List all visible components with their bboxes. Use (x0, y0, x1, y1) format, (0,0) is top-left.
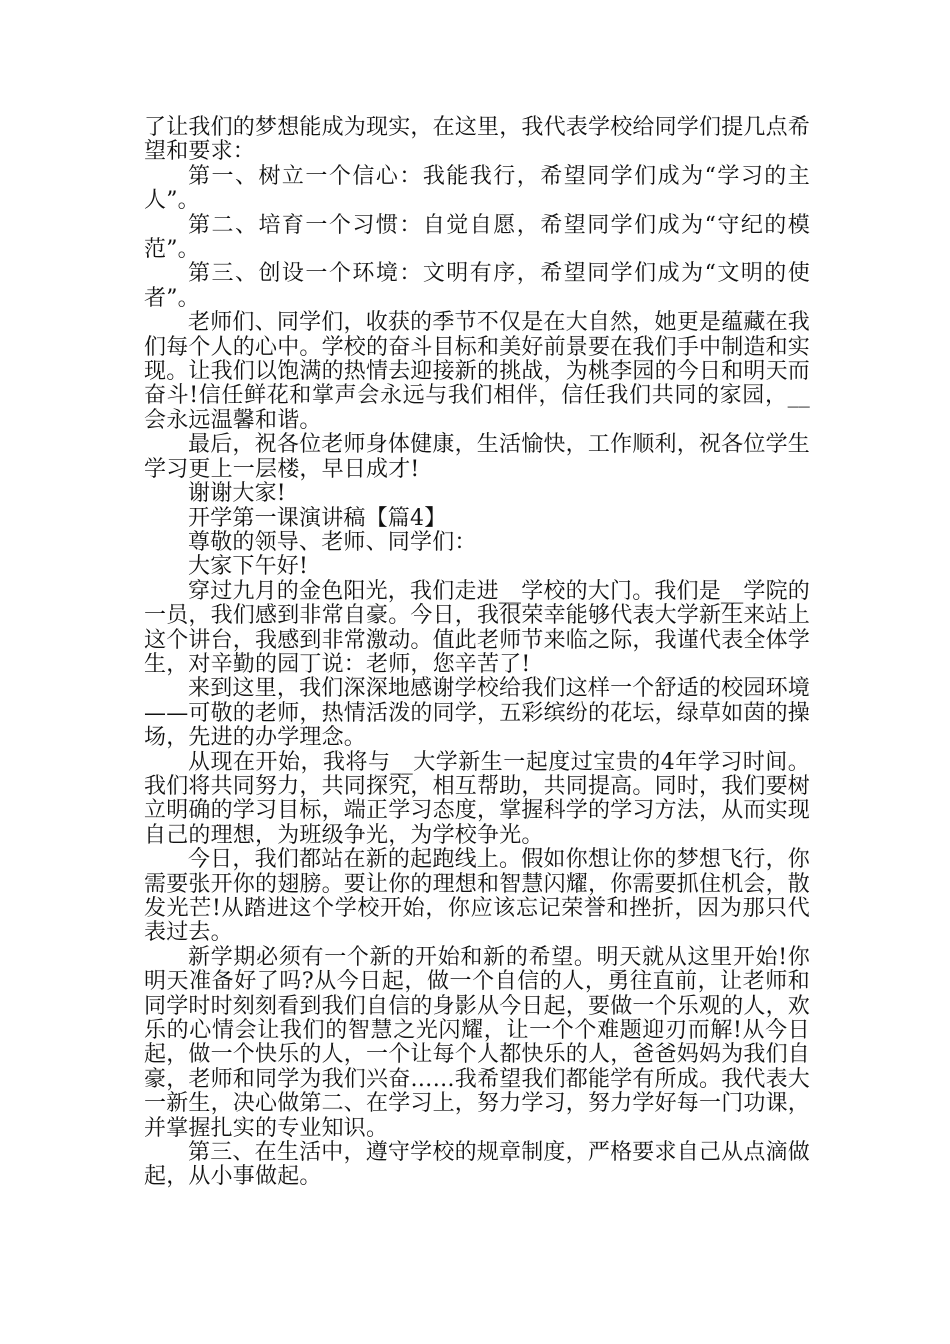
paragraph-four-years: 从现在开始，我将与__大学新生一起度过宝贵的4年学习时间。我们将共同努力，共同探究，相互帮助，共同提高。同时，我们要树立明确的学习目标，端正学习态度，掌握科学的学习方法，从而实现自己的理想，为班级争光，为学校争光。 (144, 749, 811, 848)
paragraph-greeting: 大家下午好! (188, 554, 309, 580)
paragraph-salutation: 尊敬的领导、老师、同学们： (188, 529, 477, 555)
document-page (144, 116, 810, 1190)
paragraph-continuation: 了让我们的梦想能成为现实，在这里，我代表学校给同学们提几点希望和要求： (144, 115, 811, 165)
paragraph-daily-life: 第三、在生活中，遵守学校的规章制度，严格要求自己从点滴做起，从小事做起。 (144, 1140, 810, 1190)
paragraph-teachers-students: 老师们、同学们，收获的季节不仅是在大自然，她更是蕴藏在我们每个人的心中。学校的奋斗目标和美好前景要在我们手中制造和实现。让我们以饱满的热情去迎接新的挑战，为桃李园的今日和明天而奋斗!信任鲜花和掌声会永远与我们相伴，信任我们共同的家园，__会永远温馨和谐。 (144, 310, 811, 433)
paragraph-arrival: 来到这里，我们深深地感谢学校给我们这样一个舒适的校园环境——可敬的老师，热情活泼的同学，五彩缤纷的花坛，绿草如茵的操场，先进的办学理念。 (144, 676, 811, 751)
paragraph-thanks: 谢谢大家! (188, 481, 286, 507)
paragraph-point-three: 第三、创设一个环境：文明有序，希望同学们成为“文明的使者”。 (144, 261, 810, 311)
paragraph-new-semester: 新学期必须有一个新的开始和新的希望。明天就从这里开始!你明天准备好了吗?从今日起，做一个自信的人，勇往直前，让老师和同学时时刻刻看到我们自信的身影从今日起，要做一个乐观的人，欢乐的心情会让我们的智慧之光闪耀，让一个个难题迎刃而解!从今日起，做一个快乐的人，一个让每个人都快乐的人，爸爸妈妈为我们自豪，老师和同学为我们兴奋……我希望我们都能学有所成。我代表大一新生，决心做第二、在学习上，努力学习，努力学好每一门功课，并掌握扎实的专业知识。 (144, 944, 811, 1141)
paragraph-point-two: 第二、培育一个习惯：自觉自愿，希望同学们成为“守纪的模范”。 (144, 212, 810, 263)
paragraph-point-one: 第一、树立一个信心：我能我行，希望同学们成为“学习的主人”。 (144, 163, 810, 214)
section-heading: 开学第一课演讲稿【篇4】 (188, 505, 447, 531)
paragraph-september: 穿过九月的金色阳光，我们走进__学校的大门。我们是__学院的一员，我们感到非常自豪。今日，我很荣幸能够代表大学新生来站上这个讲台，我感到非常激动。值此老师节来临之际，我谨代表全体学生，对辛勤的园丁说：老师，您辛苦了! (144, 578, 811, 677)
paragraph-starting-line: 今日，我们都站在新的起跑线上。假如你想让你的梦想飞行，你需要张开你的翅膀。要让你的理想和智慧闪耀，你需要抓住机会，散发光芒!从踏进这个学校开始，你应该忘记荣誉和挫折，因为那只代表过去。 (144, 847, 811, 946)
paragraph-closing-wishes: 最后，祝各位老师身体健康，生活愉快，工作顺利，祝各位学生学习更上一层楼，早日成才! (144, 432, 810, 482)
